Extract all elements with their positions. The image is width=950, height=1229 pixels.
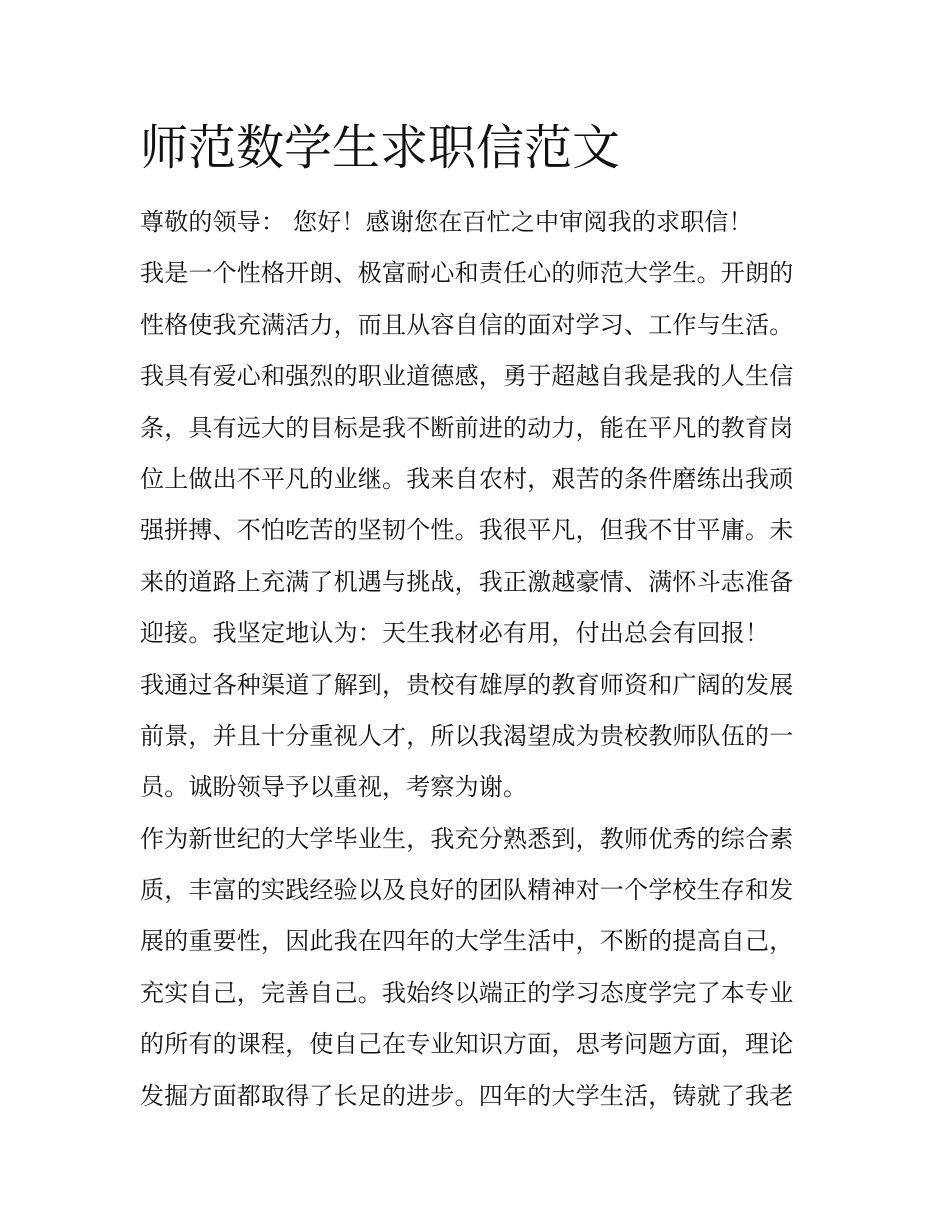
text-line: 员。诚盼领导予以重视，考察为谢。 [140, 773, 528, 802]
text-line: 强拼搏、不怕吃苦的坚韧个性。我很平凡，但我不甘平庸。未 [140, 516, 794, 545]
text-line: 性格使我充满活力，而且从容自信的面对学习、工作与生活。 [140, 310, 794, 339]
text-line: 充实自己，完善自己。我始终以端正的学习态度学完了本专业 [140, 978, 794, 1007]
text-line: 发掘方面都取得了长足的进步。四年的大学生活，铸就了我老 [140, 1081, 794, 1110]
text-line: 作为新世纪的大学毕业生，我充分熟悉到，教师优秀的综合素 [140, 824, 794, 853]
text-line: 展的重要性，因此我在四年的大学生活中，不断的提高自己， [140, 927, 794, 956]
document-title: 师范数学生求职信范文 [140, 120, 621, 176]
text-line: 前景，并且十分重视人才，所以我渴望成为贵校教师队伍的一 [140, 721, 794, 750]
text-line: 条，具有远大的目标是我不断前进的动力，能在平凡的教育岗 [140, 413, 794, 442]
text-line: 位上做出不平凡的业继。我来自农村，艰苦的条件磨练出我顽 [140, 464, 794, 493]
document-body [140, 202, 830, 1127]
text-line: 质，丰富的实践经验以及良好的团队精神对一个学校生存和发 [140, 876, 794, 905]
text-line: 的所有的课程，使自己在专业知识方面，思考问题方面，理论 [140, 1030, 794, 1059]
text-line: 我是一个性格开朗、极富耐心和责任心的师范大学生。开朗的 [140, 259, 794, 288]
text-line: 尊敬的领导： 您好！感谢您在百忙之中审阅我的求职信！ [140, 208, 753, 236]
text-line: 我通过各种渠道了解到，贵校有雄厚的教育师资和广阔的发展 [140, 670, 794, 699]
text-line: 来的道路上充满了机遇与挑战，我正激越豪情、满怀斗志准备 [140, 567, 794, 596]
text-line: 迎接。我坚定地认为：天生我材必有用，付出总会有回报！ [140, 619, 770, 648]
text-line: 我具有爱心和强烈的职业道德感，勇于超越自我是我的人生信 [140, 362, 794, 391]
